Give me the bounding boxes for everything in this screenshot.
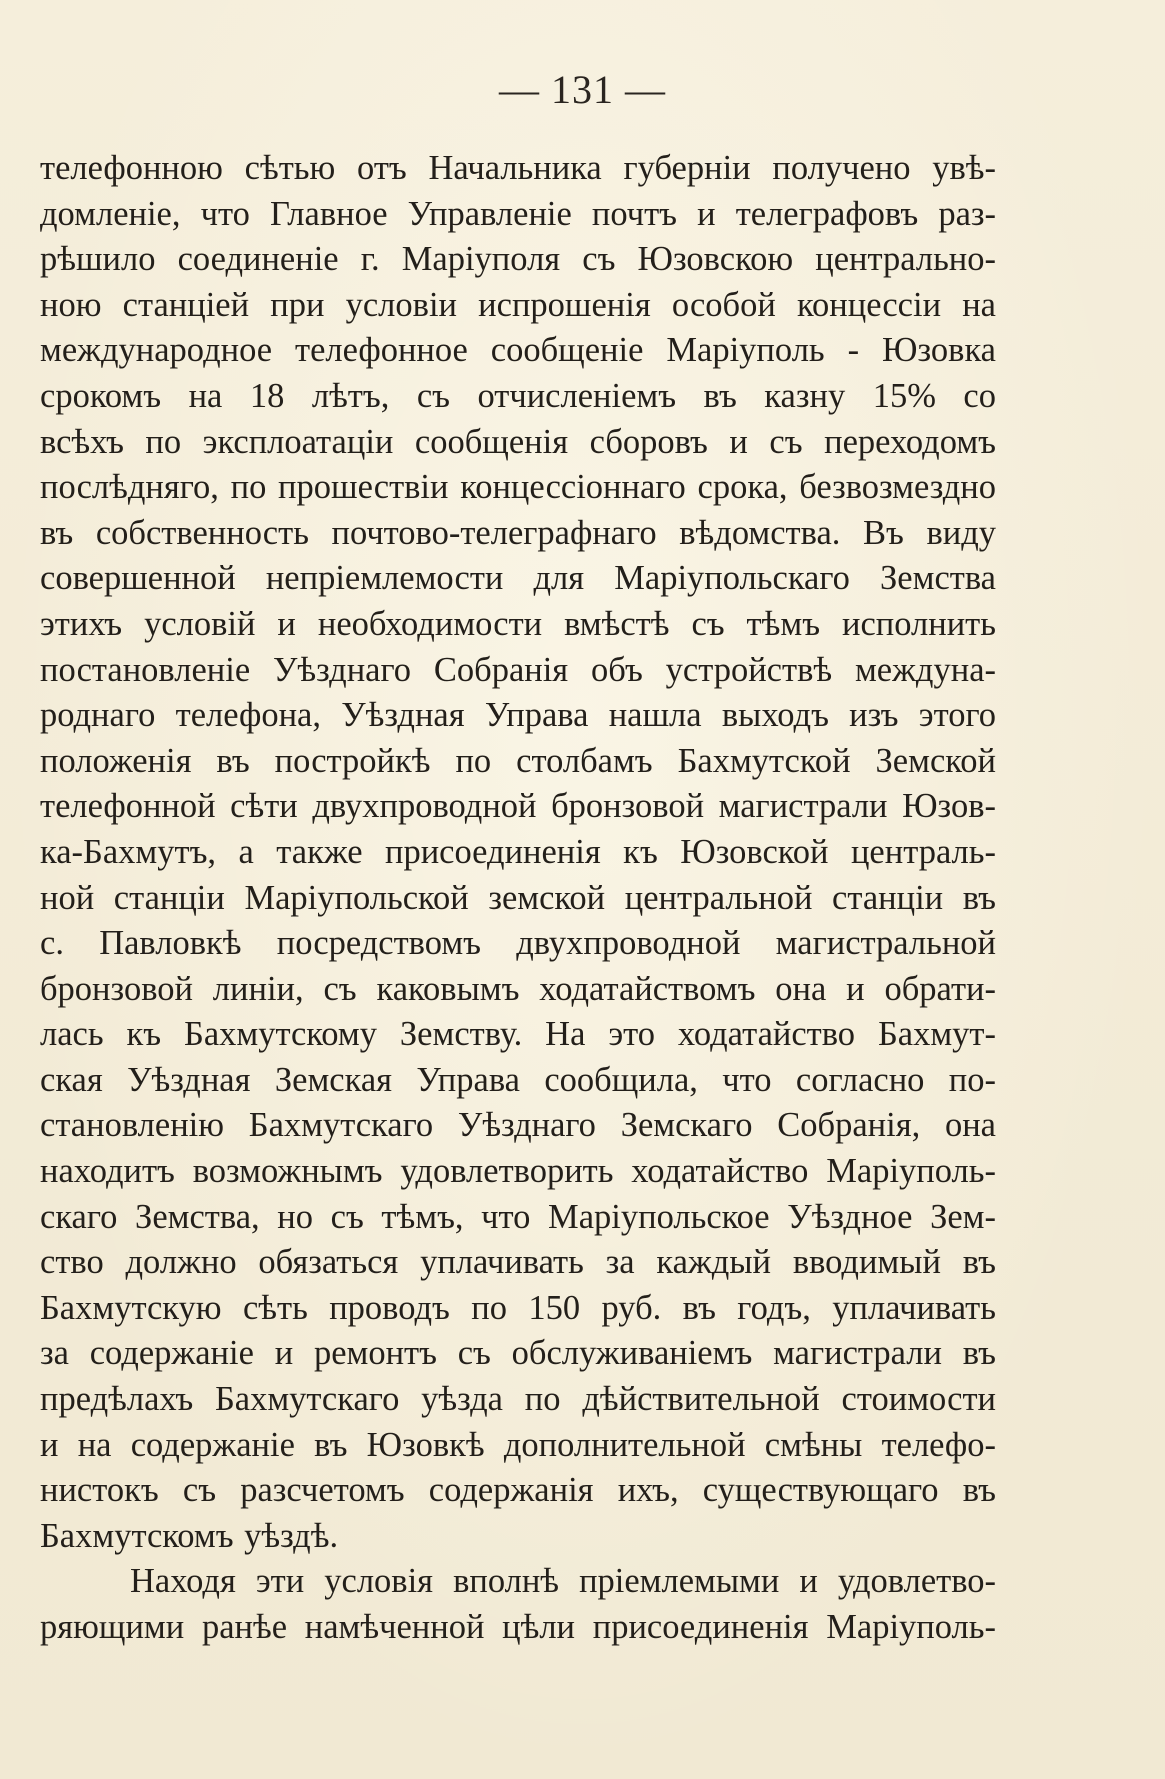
text-line: становленію Бахмутскаго Уѣзднаго Земскаго Собранія, она [40, 1106, 996, 1145]
text-line: ская Уѣздная Земская Управа сообщила, что согласно по- [40, 1060, 996, 1099]
text-line: ной станціи Маріупольской земской центральной станціи въ [40, 878, 996, 917]
text-line: ряющими ранѣе намѣченной цѣли присоединенія Маріуполь- [40, 1608, 996, 1646]
text-line: телефонной сѣти двухпроводной бронзовой магистрали Юзов- [40, 787, 996, 826]
text-line: предѣлахъ Бахмутскаго уѣзда по дѣйствительной стоимости [40, 1380, 996, 1419]
text-line: скаго Земства, но съ тѣмъ, что Маріупольское Уѣздное Зем- [40, 1197, 996, 1236]
paragraph [40, 146, 996, 1559]
body-text [40, 146, 996, 1651]
text-line: роднаго телефона, Уѣздная Управа нашла выходъ изъ этого [40, 696, 996, 735]
text-line: совершенной непріемлемости для Маріупольскаго Земства [40, 559, 996, 598]
text-line: телефонною сѣтью отъ Начальника губерніи получено увѣ- [40, 149, 996, 187]
text-line: Находя эти условія вполнѣ пріемлемыми и удовлетво- [130, 1562, 996, 1601]
text-line: въ собственность почтово-телеграфнаго вѣдомства. Въ виду [40, 513, 996, 552]
text-line: Бахмутскомъ уѣздѣ. [40, 1516, 339, 1555]
text-line: ною станціей при условіи испрошенія особой концессіи на [40, 285, 996, 324]
text-line: послѣдняго, по прошествіи концессіоннаго срока, безвозмездно [40, 468, 996, 507]
text-line: постановленіе Уѣзднаго Собранія объ устройствѣ междуна- [40, 650, 996, 689]
text-line: ство должно обязаться уплачивать за каждый вводимый въ [40, 1243, 996, 1282]
text-line: домленіе, что Главное Управленіе почтъ и телеграфовъ раз- [40, 194, 996, 233]
text-line: за содержаніе и ремонтъ съ обслуживаніемъ магистрали въ [40, 1334, 996, 1373]
text-line: бронзовой линіи, съ каковымъ ходатайствомъ она и обрати- [40, 969, 996, 1008]
text-line: нистокъ съ разсчетомъ содержанія ихъ, существующаго въ [40, 1471, 996, 1510]
paragraph [40, 1559, 996, 1650]
text-line: Бахмутскую сѣть проводъ по 150 руб. въ годъ, уплачивать [40, 1288, 996, 1327]
text-line: международное телефонное сообщеніе Маріуполь - Юзовка [40, 331, 996, 370]
text-line: лась къ Бахмутскому Земству. На это ходатайство Бахмут- [40, 1015, 996, 1054]
text-line: находитъ возможнымъ удовлетворить ходатайство Маріуполь- [40, 1152, 996, 1191]
text-line: рѣшило соединеніе г. Маріуполя съ Юзовскою центрально- [40, 240, 996, 279]
text-line: этихъ условій и необходимости вмѣстѣ съ тѣмъ исполнить [40, 604, 996, 643]
text-line: и на содержаніе въ Юзовкѣ дополнительной смѣны телефо- [40, 1425, 996, 1464]
text-line: положенія въ постройкѣ по столбамъ Бахмутской Земской [40, 741, 996, 780]
text-line: срокомъ на 18 лѣтъ, съ отчисленіемъ въ казну 15% со [40, 376, 996, 415]
text-line: с. Павловкѣ посредствомъ двухпроводной магистральной [40, 924, 996, 963]
text-line: ка-Бахмутъ, а также присоединенія къ Юзовской централь- [40, 832, 996, 871]
text-line: всѣхъ по эксплоатаціи сообщенія сборовъ и съ переходомъ [40, 422, 996, 461]
page-number: — 131 — [499, 67, 666, 112]
